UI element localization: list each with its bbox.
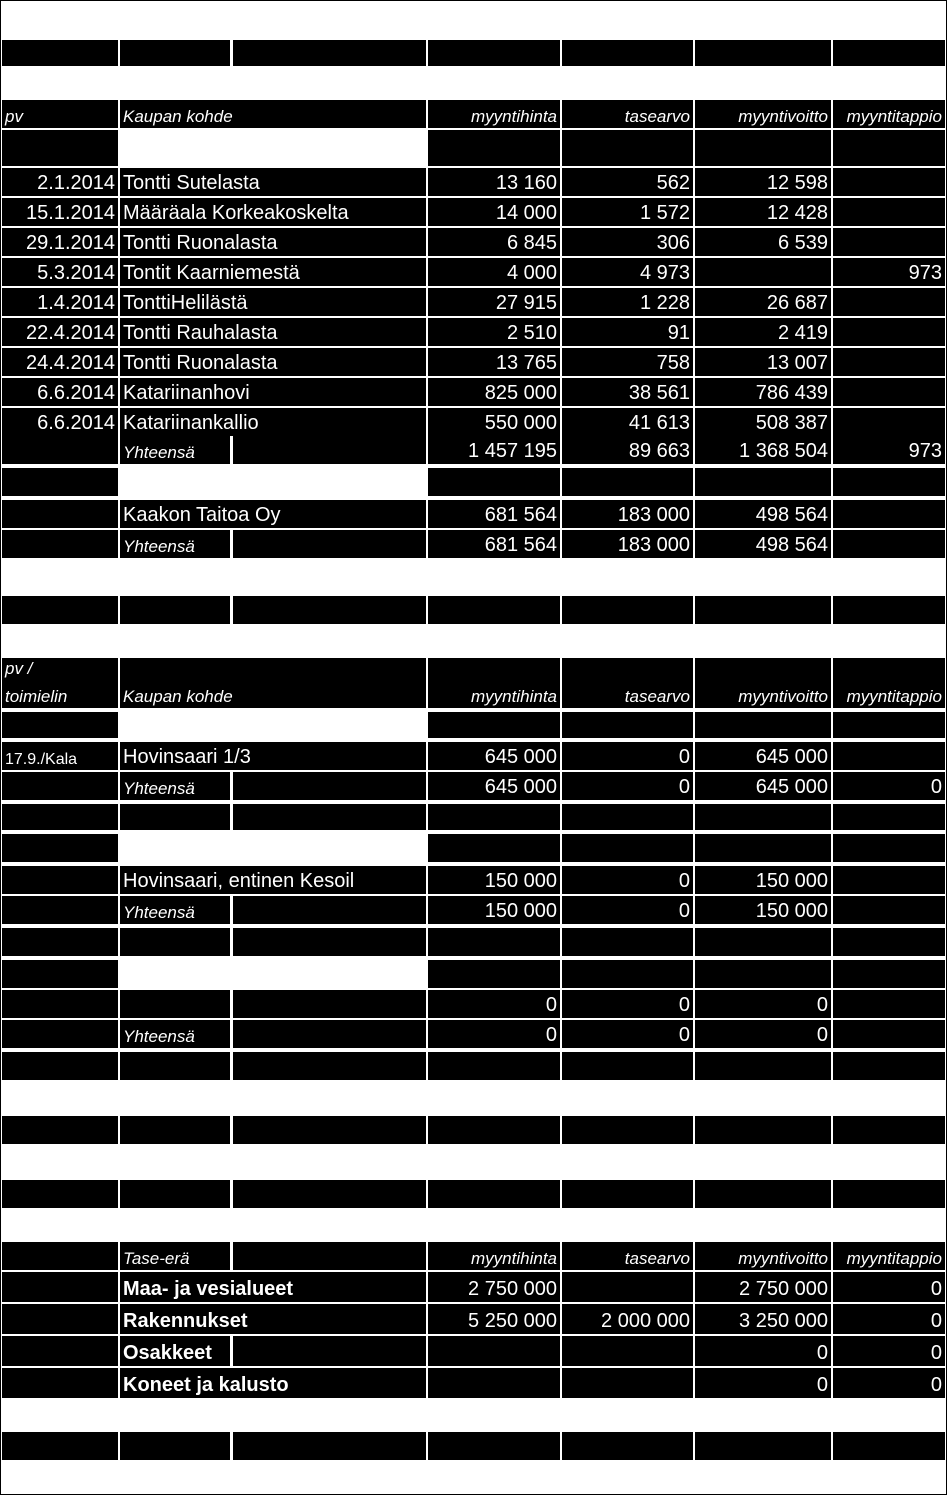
section3-band1-b — [120, 1116, 230, 1144]
s2-total3-c — [233, 1020, 426, 1048]
s2-blank1-c — [233, 804, 426, 830]
total-label: Yhteensä — [120, 436, 230, 464]
table-row-kohde: TonttiHelilästä — [120, 288, 426, 316]
s3-row-kohde: Rakennukset — [120, 1304, 426, 1334]
s2-row2-a — [2, 866, 118, 894]
shares-kohde: Kaakon Taitoa Oy — [120, 500, 426, 528]
section3-band3-c — [233, 1432, 426, 1460]
s2-sub1-blank — [120, 712, 426, 738]
total-myyntitappio: 973 — [833, 436, 945, 464]
table-row-kohde: Tontit Kaarniemestä — [120, 258, 426, 286]
s2-header-tasearvo: tasearvo — [562, 658, 693, 708]
table-row-pv: 6.6.2014 — [2, 378, 118, 406]
s3-row-a — [2, 1304, 118, 1334]
title-band-f — [695, 40, 831, 66]
table-row-tasearvo: 1 228 — [562, 288, 693, 316]
s2-blank2-g — [833, 928, 945, 956]
shares-sub-a — [2, 468, 118, 496]
shares-sub-f — [695, 468, 831, 496]
s2-total2-c — [233, 896, 426, 924]
s3-header-c — [233, 1242, 426, 1270]
s3-row-myyntivoitto: 2 750 000 — [695, 1272, 831, 1302]
s2-row1-myyntihinta: 645 000 — [428, 742, 560, 770]
table-row-myyntitappio — [833, 348, 945, 376]
total-myyntihinta: 1 457 195 — [428, 436, 560, 464]
table-row-tasearvo: 91 — [562, 318, 693, 346]
s2-blank2-e — [562, 928, 693, 956]
s2-row1-myyntivoitto: 645 000 — [695, 742, 831, 770]
shares-total-label: Yhteensä — [120, 530, 230, 558]
table-row-myyntitappio — [833, 198, 945, 226]
header-myyntivoitto: myyntivoitto — [695, 100, 831, 128]
s2-blank2-c — [233, 928, 426, 956]
table-row-myyntihinta: 13 160 — [428, 168, 560, 196]
subhead-e — [562, 130, 693, 166]
s2-total1-label: Yhteensä — [120, 772, 230, 800]
s2-sub1-d — [428, 712, 560, 738]
title-band-a — [2, 40, 118, 66]
section3-band3-d — [428, 1432, 560, 1460]
table-row-myyntihinta: 550 000 — [428, 408, 560, 436]
table-row-myyntitappio — [833, 408, 945, 436]
header-kohde: Kaupan kohde — [120, 100, 426, 128]
header-myyntihinta: myyntihinta — [428, 100, 560, 128]
s2-total3-tasearvo: 0 — [562, 1020, 693, 1048]
s3-header-tasearvo: tasearvo — [562, 1242, 693, 1270]
table-row-myyntivoitto — [695, 258, 831, 286]
s3-row-myyntitappio: 0 — [833, 1272, 945, 1302]
s3-row-myyntivoitto: 0 — [695, 1336, 831, 1366]
s2-total1-myyntivoitto: 645 000 — [695, 772, 831, 800]
s2-blank1-g — [833, 804, 945, 830]
shares-total-c — [233, 530, 426, 558]
table-row-myyntitappio — [833, 318, 945, 346]
s2-header-myyntivoitto: myyntivoitto — [695, 658, 831, 708]
table-row-pv: 29.1.2014 — [2, 228, 118, 256]
section2-title-band-c — [233, 596, 426, 624]
s2-blank2-d — [428, 928, 560, 956]
s2-row1-kohde: Hovinsaari 1/3 — [120, 742, 426, 770]
table-row-myyntitappio — [833, 288, 945, 316]
table-row-myyntihinta: 4 000 — [428, 258, 560, 286]
s3-row-tasearvo: 2 000 000 — [562, 1304, 693, 1334]
s2-sub2-e — [562, 834, 693, 862]
s2-row2-myyntihinta: 150 000 — [428, 866, 560, 894]
table-row-myyntivoitto: 13 007 — [695, 348, 831, 376]
table-row-tasearvo: 1 572 — [562, 198, 693, 226]
subhead-a — [2, 130, 118, 166]
table-row-myyntivoitto: 508 387 — [695, 408, 831, 436]
total-a — [2, 436, 118, 464]
table-row-myyntihinta: 27 915 — [428, 288, 560, 316]
s3-row-a — [2, 1368, 118, 1398]
s2-blank3-c — [233, 1052, 426, 1080]
table-row-myyntihinta: 13 765 — [428, 348, 560, 376]
table-row-pv: 1.4.2014 — [2, 288, 118, 316]
table-row-kohde: Tontti Sutelasta — [120, 168, 426, 196]
section3-band1-e — [562, 1116, 693, 1144]
s3-header-myyntivoitto: myyntivoitto — [695, 1242, 831, 1270]
s2-sub2-a — [2, 834, 118, 862]
s3-header-myyntitappio: myyntitappio — [833, 1242, 945, 1270]
s2-sub3-d — [428, 960, 560, 988]
section2-title-band-e — [562, 596, 693, 624]
s2-total3-a — [2, 1020, 118, 1048]
table-row-myyntivoitto: 786 439 — [695, 378, 831, 406]
s3-header-myyntihinta: myyntihinta — [428, 1242, 560, 1270]
s2-total2-a — [2, 896, 118, 924]
s2-blank1-d — [428, 804, 560, 830]
section3-band3-f — [695, 1432, 831, 1460]
subhead-g — [833, 130, 945, 166]
s2-row2-g — [833, 866, 945, 894]
table-row-kohde: Tontti Ruonalasta — [120, 348, 426, 376]
s2-blank3-b — [120, 1052, 230, 1080]
s2-total3-myyntivoitto: 0 — [695, 1020, 831, 1048]
s3-row-a — [2, 1336, 118, 1366]
section3-band2-g — [833, 1180, 945, 1208]
subhead-f — [695, 130, 831, 166]
shares-sub-d — [428, 468, 560, 496]
s3-row-myyntitappio: 0 — [833, 1336, 945, 1366]
shares-myyntivoitto: 498 564 — [695, 500, 831, 528]
section2-title-band-f — [695, 596, 831, 624]
total-c — [233, 436, 426, 464]
table-row-pv: 6.6.2014 — [2, 408, 118, 436]
s2-header-myyntihinta: myyntihinta — [428, 658, 560, 708]
s3-row-tasearvo — [562, 1336, 693, 1366]
shares-sub-e — [562, 468, 693, 496]
table-row-kohde: Katariinankallio — [120, 408, 426, 436]
s2-row1-g — [833, 742, 945, 770]
s3-header-kohde: Tase-erä — [120, 1242, 230, 1270]
table-row-myyntihinta: 6 845 — [428, 228, 560, 256]
table-row-kohde: Katariinanhovi — [120, 378, 426, 406]
title-band-d — [428, 40, 560, 66]
s2-total1-myyntitappio: 0 — [833, 772, 945, 800]
header-pv: pv — [2, 100, 118, 128]
s2-sub2-d — [428, 834, 560, 862]
table-row-myyntitappio — [833, 378, 945, 406]
s2-blank3-g — [833, 1052, 945, 1080]
title-band-b — [120, 40, 230, 66]
s2-sub2-f — [695, 834, 831, 862]
header-tasearvo: tasearvo — [562, 100, 693, 128]
header-myyntitappio: myyntitappio — [833, 100, 945, 128]
s2-sub2-blank — [120, 834, 426, 862]
shares-myyntihinta: 681 564 — [428, 500, 560, 528]
section3-band2-a — [2, 1180, 118, 1208]
section3-band3-b — [120, 1432, 230, 1460]
shares-total-myyntivoitto: 498 564 — [695, 530, 831, 558]
s3-row-myyntitappio: 0 — [833, 1368, 945, 1398]
title-band-g — [833, 40, 945, 66]
subhead-blank — [120, 130, 426, 166]
s3-row-c — [233, 1336, 426, 1366]
table-row-pv: 24.4.2014 — [2, 348, 118, 376]
table-row-myyntihinta: 2 510 — [428, 318, 560, 346]
s2-row1-tasearvo: 0 — [562, 742, 693, 770]
s2-sub3-g — [833, 960, 945, 988]
table-row-myyntivoitto: 26 687 — [695, 288, 831, 316]
s3-row-kohde: Koneet ja kalusto — [120, 1368, 426, 1398]
s2-sub1-a — [2, 712, 118, 738]
table-row-kohde: Tontti Ruonalasta — [120, 228, 426, 256]
s2-total3-myyntihinta: 0 — [428, 1020, 560, 1048]
table-row-tasearvo: 41 613 — [562, 408, 693, 436]
s2-row3-myyntihinta: 0 — [428, 990, 560, 1018]
s2-row1-pv: 17.9./Kala — [2, 742, 118, 770]
s2-total1-myyntihinta: 645 000 — [428, 772, 560, 800]
s2-total1-a — [2, 772, 118, 800]
table-row-tasearvo: 38 561 — [562, 378, 693, 406]
s2-row3-a — [2, 990, 118, 1018]
section3-band2-d — [428, 1180, 560, 1208]
s2-header-kohde: Kaupan kohde — [120, 658, 426, 708]
shares-sub-g — [833, 468, 945, 496]
shares-total-myyntihinta: 681 564 — [428, 530, 560, 558]
s2-header-myyntitappio: myyntitappio — [833, 658, 945, 708]
table-row-myyntihinta: 14 000 — [428, 198, 560, 226]
s2-total2-myyntihinta: 150 000 — [428, 896, 560, 924]
header-pv-line2: toimielin — [5, 687, 68, 706]
s2-row3-g — [833, 990, 945, 1018]
header-pv-line1: pv / — [5, 659, 33, 678]
s2-blank1-e — [562, 804, 693, 830]
s2-sub3-f — [695, 960, 831, 988]
s3-row-tasearvo — [562, 1368, 693, 1398]
table-row-pv: 2.1.2014 — [2, 168, 118, 196]
section2-title-band-b — [120, 596, 230, 624]
s3-row-myyntihinta: 2 750 000 — [428, 1272, 560, 1302]
s2-row2-kohde: Hovinsaari, entinen Kesoil — [120, 866, 426, 894]
table-row-myyntivoitto: 12 428 — [695, 198, 831, 226]
table-row-kohde: Tontti Rauhalasta — [120, 318, 426, 346]
section3-band1-c — [233, 1116, 426, 1144]
s2-blank3-a — [2, 1052, 118, 1080]
section2-title-band-g — [833, 596, 945, 624]
total-tasearvo: 89 663 — [562, 436, 693, 464]
section2-title-band-d — [428, 596, 560, 624]
total-myyntivoitto: 1 368 504 — [695, 436, 831, 464]
s2-blank2-b — [120, 928, 230, 956]
s2-total2-label: Yhteensä — [120, 896, 230, 924]
table-row-pv: 22.4.2014 — [2, 318, 118, 346]
s3-row-myyntihinta: 5 250 000 — [428, 1304, 560, 1334]
subhead-d — [428, 130, 560, 166]
s2-blank2-f — [695, 928, 831, 956]
shares-sub-blank — [120, 468, 426, 496]
s3-row-myyntihinta — [428, 1336, 560, 1366]
table-row-tasearvo: 758 — [562, 348, 693, 376]
section3-band1-d — [428, 1116, 560, 1144]
s2-total1-tasearvo: 0 — [562, 772, 693, 800]
s2-blank3-f — [695, 1052, 831, 1080]
table-row-kohde: Määräala Korkeakoskelta — [120, 198, 426, 226]
table-row-myyntihinta: 825 000 — [428, 378, 560, 406]
s3-row-myyntivoitto: 3 250 000 — [695, 1304, 831, 1334]
table-row-myyntivoitto: 2 419 — [695, 318, 831, 346]
table-row-myyntivoitto: 12 598 — [695, 168, 831, 196]
shares-total-tasearvo: 183 000 — [562, 530, 693, 558]
section3-band3-g — [833, 1432, 945, 1460]
s2-total2-g — [833, 896, 945, 924]
s2-header-pv — [2, 658, 118, 708]
s2-blank2-a — [2, 928, 118, 956]
s2-total1-c — [233, 772, 426, 800]
s3-row-kohde: Maa- ja vesialueet — [120, 1272, 426, 1302]
s2-blank3-e — [562, 1052, 693, 1080]
shares-a — [2, 500, 118, 528]
s2-blank1-b — [120, 804, 230, 830]
shares-tasearvo: 183 000 — [562, 500, 693, 528]
s3-row-myyntivoitto: 0 — [695, 1368, 831, 1398]
s3-row-myyntihinta — [428, 1368, 560, 1398]
s3-row-myyntitappio: 0 — [833, 1304, 945, 1334]
section3-band3-e — [562, 1432, 693, 1460]
s2-total3-g — [833, 1020, 945, 1048]
s2-row3-b — [120, 990, 230, 1018]
title-band-c — [233, 40, 426, 66]
s2-row2-tasearvo: 0 — [562, 866, 693, 894]
s2-row2-myyntivoitto: 150 000 — [695, 866, 831, 894]
section3-band1-f — [695, 1116, 831, 1144]
s3-row-kohde: Osakkeet — [120, 1336, 230, 1366]
s2-blank3-d — [428, 1052, 560, 1080]
section3-band1-g — [833, 1116, 945, 1144]
s2-row3-tasearvo: 0 — [562, 990, 693, 1018]
shares-total-a — [2, 530, 118, 558]
shares-g — [833, 500, 945, 528]
s3-row-a — [2, 1272, 118, 1302]
table-row-myyntivoitto: 6 539 — [695, 228, 831, 256]
section3-band2-e — [562, 1180, 693, 1208]
title-band-e — [562, 40, 693, 66]
s2-total2-tasearvo: 0 — [562, 896, 693, 924]
s3-header-a — [2, 1242, 118, 1270]
table-row-myyntitappio: 973 — [833, 258, 945, 286]
section3-band2-b — [120, 1180, 230, 1208]
s2-sub1-g — [833, 712, 945, 738]
section3-band1-a — [2, 1116, 118, 1144]
s2-blank1-f — [695, 804, 831, 830]
section2-title-band-a — [2, 596, 118, 624]
table-row-pv: 5.3.2014 — [2, 258, 118, 286]
table-row-myyntitappio — [833, 228, 945, 256]
s2-sub1-e — [562, 712, 693, 738]
s2-sub1-f — [695, 712, 831, 738]
s2-sub3-blank — [120, 960, 426, 988]
table-row-myyntitappio — [833, 168, 945, 196]
table-row-tasearvo: 4 973 — [562, 258, 693, 286]
section3-band2-f — [695, 1180, 831, 1208]
s2-row3-myyntivoitto: 0 — [695, 990, 831, 1018]
table-row-pv: 15.1.2014 — [2, 198, 118, 226]
s2-sub2-g — [833, 834, 945, 862]
table-row-tasearvo: 562 — [562, 168, 693, 196]
s2-row3-c — [233, 990, 426, 1018]
s2-sub3-e — [562, 960, 693, 988]
section3-band2-c — [233, 1180, 426, 1208]
s2-total3-label: Yhteensä — [120, 1020, 230, 1048]
s2-total2-myyntivoitto: 150 000 — [695, 896, 831, 924]
section3-band3-a — [2, 1432, 118, 1460]
table-row-tasearvo: 306 — [562, 228, 693, 256]
s3-row-tasearvo — [562, 1272, 693, 1302]
s2-blank1-a — [2, 804, 118, 830]
s2-sub3-a — [2, 960, 118, 988]
shares-total-g — [833, 530, 945, 558]
